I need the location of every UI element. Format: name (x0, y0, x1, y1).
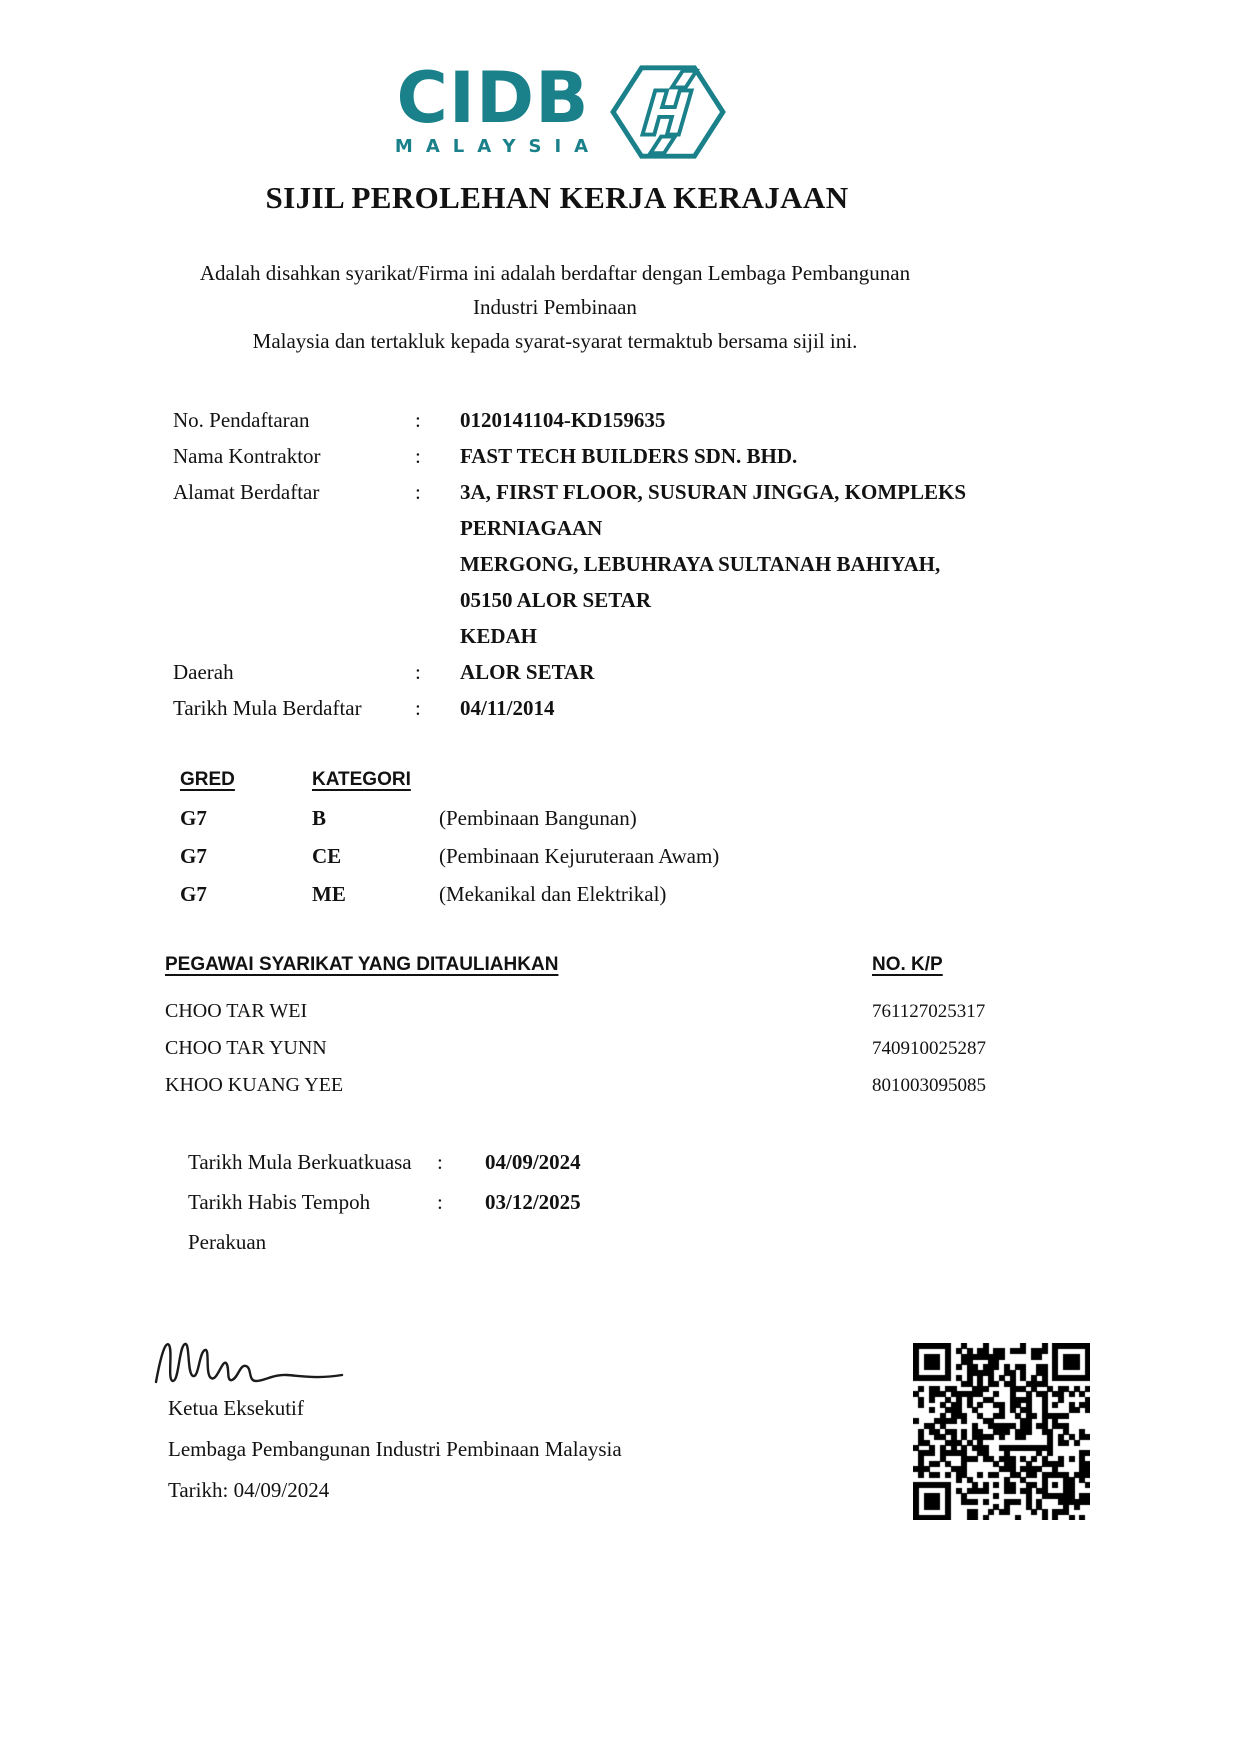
field-colon: : (415, 444, 421, 468)
grade-table (180, 761, 940, 913)
footer-block (168, 1388, 622, 1511)
grade-gred: G7 (180, 844, 207, 868)
field-label: No. Pendaftaran (173, 408, 310, 432)
officer-name: KHOO KUANG YEE (165, 1074, 344, 1096)
cidb-wordmark (385, 57, 602, 157)
qr-code (913, 1343, 1090, 1520)
kategori-header: KATEGORI (312, 769, 411, 790)
field-value: FAST TECH BUILDERS SDN. BHD. (460, 444, 798, 468)
field-colon: : (415, 408, 421, 432)
field-value: 0120141104-KD159635 (460, 408, 666, 432)
officer-row (165, 1067, 1095, 1104)
registration-fields (173, 402, 1103, 726)
validity-value: 03/12/2025 (485, 1190, 581, 1214)
officer-name: CHOO TAR WEI (165, 1000, 308, 1022)
cidb-brand-text: CIDB (396, 57, 590, 139)
validity-row-start (188, 1142, 948, 1182)
grade-desc: (Pembinaan Bangunan) (439, 806, 637, 830)
officer-kp: 801003095085 (872, 1075, 986, 1096)
validity-colon: : (437, 1150, 443, 1174)
officer-kp: 740910025287 (872, 1038, 986, 1059)
officer-kp: 761127025317 (872, 1001, 986, 1022)
organization-name: Lembaga Pembangunan Industri Pembinaan Malaysia (168, 1437, 622, 1461)
officers-header: PEGAWAI SYARIKAT YANG DITAULIAHKAN (165, 954, 559, 975)
field-row-tarikh-mula-berdaftar (173, 690, 1103, 726)
field-row-alamat-berdaftar (173, 474, 1103, 654)
address-line-4: KEDAH (460, 624, 538, 648)
validity-label: Tarikh Mula Berkuatkuasa (188, 1150, 412, 1174)
grade-gred: G7 (180, 882, 207, 906)
grade-row (180, 875, 940, 913)
field-value-address (460, 474, 1103, 654)
footer-date: Tarikh: 04/09/2024 (168, 1478, 330, 1502)
validity-section (188, 1142, 948, 1262)
gred-header: GRED (180, 769, 235, 790)
grade-row (180, 799, 940, 837)
address-line-2: MERGONG, LEBUHRAYA SULTANAH BAHIYAH, (460, 552, 941, 576)
field-colon: : (415, 696, 421, 720)
validity-row-expiry (188, 1182, 948, 1262)
intro-line-1: Adalah disahkan syarikat/Firma ini adalah berdaftar dengan Lembaga Pembangunan Industri Pembinaan (199, 261, 911, 319)
kp-header: NO. K/P (872, 954, 943, 975)
validity-label: Tarikh Habis Tempoh Perakuan (188, 1190, 371, 1254)
grade-code: ME (312, 882, 346, 906)
validity-colon: : (437, 1190, 443, 1214)
grade-gred: G7 (180, 806, 207, 830)
cidb-hexagon-h-icon (607, 60, 729, 164)
grade-code: B (312, 806, 327, 830)
officer-rows (165, 993, 1095, 1104)
field-colon: : (415, 660, 421, 684)
cidb-country-text: MALAYSIA (394, 136, 602, 157)
intro-paragraph (165, 256, 945, 358)
field-label: Alamat Berdaftar (173, 480, 320, 504)
field-label: Nama Kontraktor (173, 444, 321, 468)
field-value: 04/11/2014 (460, 696, 555, 720)
grade-code: CE (312, 844, 342, 868)
officers-header-row (165, 950, 1095, 980)
grade-header-row (180, 761, 940, 799)
field-row-no-pendaftaran (173, 402, 1103, 438)
grade-desc: (Mekanikal dan Elektrikal) (439, 882, 667, 906)
cidb-logo (385, 57, 729, 164)
officer-name: CHOO TAR YUNN (165, 1037, 327, 1059)
grade-row (180, 837, 940, 875)
officer-row (165, 993, 1095, 1030)
grade-desc: (Pembinaan Kejuruteraan Awam) (439, 844, 720, 868)
address-line-3: 05150 ALOR SETAR (460, 588, 651, 612)
page-title: SIJIL PEROLEHAN KERJA KERAJAAN (265, 180, 849, 215)
field-row-nama-kontraktor (173, 438, 1103, 474)
officer-row (165, 1030, 1095, 1067)
officers-section (165, 950, 1095, 1104)
signature-image (150, 1330, 360, 1390)
field-label: Daerah (173, 660, 234, 684)
signatory-title: Ketua Eksekutif (168, 1396, 304, 1420)
field-label: Tarikh Mula Berdaftar (173, 696, 362, 720)
validity-value: 04/09/2024 (485, 1150, 581, 1174)
logo-band (0, 57, 1114, 164)
field-colon: : (415, 480, 421, 504)
field-row-daerah (173, 654, 1103, 690)
address-line-1: 3A, FIRST FLOOR, SUSURAN JINGGA, KOMPLEKS PERNIAGAAN (460, 480, 967, 540)
field-value: ALOR SETAR (460, 660, 595, 684)
intro-line-2: Malaysia dan tertakluk kepada syarat-syarat termaktub bersama sijil ini. (252, 329, 858, 353)
